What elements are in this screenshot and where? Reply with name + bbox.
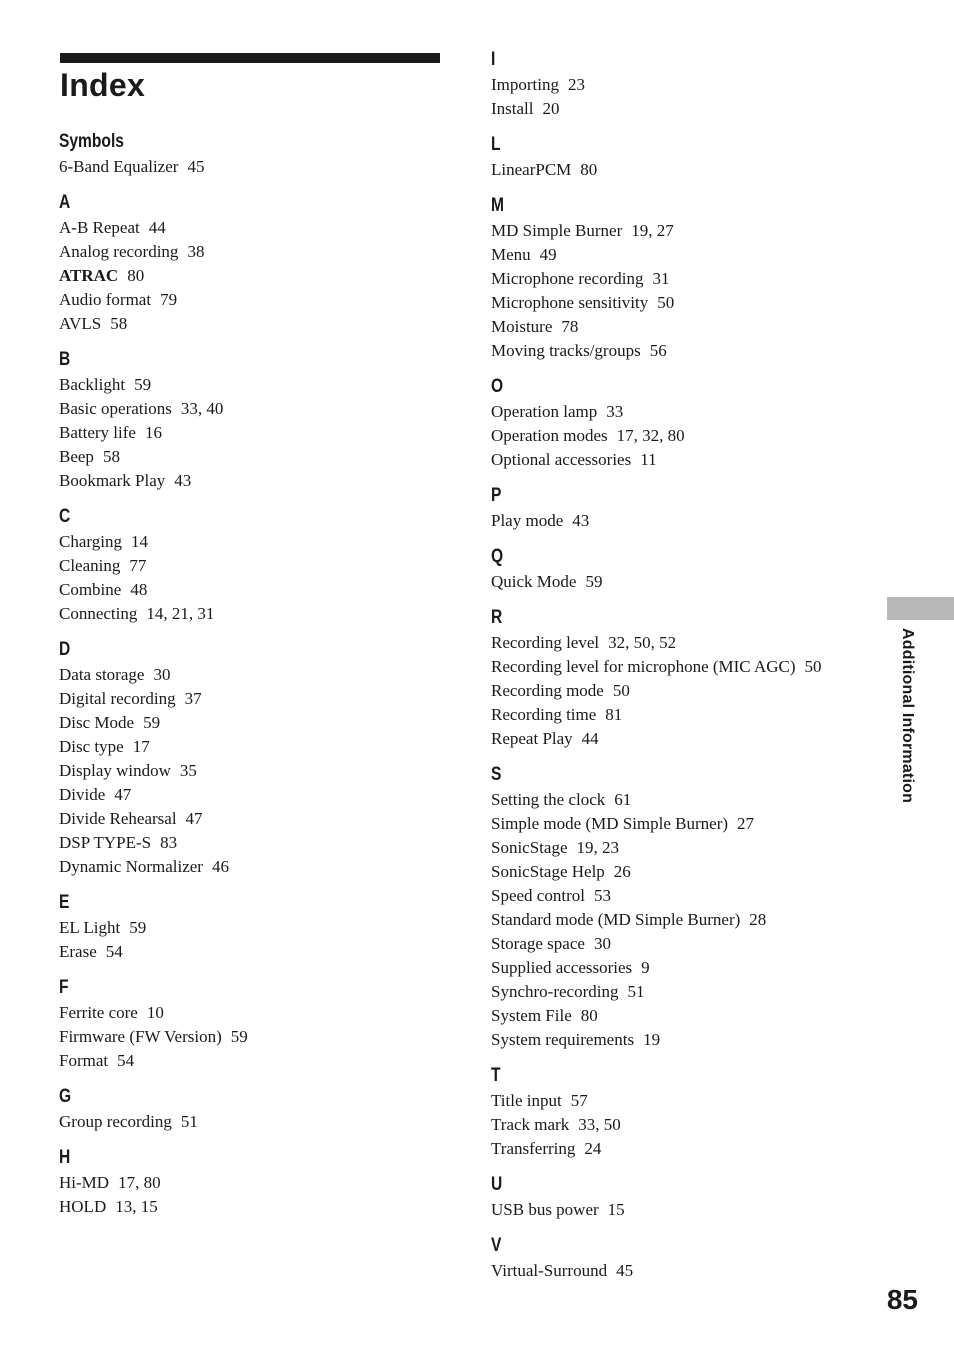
entry-pages: 11 (640, 450, 657, 469)
entry-term: USB bus power (491, 1200, 599, 1219)
index-section (491, 1172, 861, 1222)
index-entry (59, 687, 439, 711)
index-entry (59, 735, 439, 759)
entry-term: Recording mode (491, 681, 604, 700)
index-section (491, 1233, 861, 1283)
section-gap (59, 1073, 439, 1084)
section-gap (491, 533, 861, 544)
entry-term: Simple mode (MD Simple Burner) (491, 814, 729, 833)
section-gap (491, 363, 861, 374)
entry-pages: 17, 32, 80 (616, 426, 685, 445)
index-entry (491, 956, 861, 980)
entry-term: Cleaning (59, 556, 121, 575)
section-letter: F (59, 977, 69, 998)
entry-term: ATRAC (59, 266, 119, 285)
index-entry (491, 860, 861, 884)
index-entry (59, 940, 439, 964)
index-entry (59, 312, 439, 336)
entry-term: Charging (59, 532, 122, 551)
section-gap (59, 336, 439, 347)
section-letter: O (491, 376, 504, 397)
entry-term: Storage space (491, 934, 585, 953)
index-section (491, 483, 861, 533)
section-letter: I (491, 49, 496, 70)
index-section (59, 129, 439, 179)
index-entry (59, 155, 439, 179)
entry-term: Recording time (491, 705, 597, 724)
entry-pages: 51 (627, 982, 645, 1001)
entry-term: Menu (491, 245, 531, 264)
entry-pages: 61 (614, 790, 632, 809)
index-column-left (59, 129, 439, 1219)
entry-term: Install (491, 99, 534, 118)
entry-term: Group recording (59, 1112, 172, 1131)
section-letter: Symbols (59, 131, 124, 152)
index-entry (59, 240, 439, 264)
title-rule (60, 53, 440, 63)
index-section (59, 504, 439, 626)
section-letter: E (59, 892, 70, 913)
section-letter: Q (491, 546, 504, 567)
section-letter: D (59, 639, 71, 660)
entry-term: Moisture (491, 317, 553, 336)
section-letter: B (59, 349, 71, 370)
index-entry (491, 97, 861, 121)
index-entry (59, 711, 439, 735)
entry-pages: 51 (180, 1112, 198, 1131)
entry-term: Ferrite core (59, 1003, 138, 1022)
index-section (491, 1063, 861, 1161)
entry-pages: 30 (593, 934, 611, 953)
entry-pages: 28 (749, 910, 767, 929)
entry-pages: 59 (585, 572, 603, 591)
entry-pages: 30 (153, 665, 171, 684)
index-entry (59, 807, 439, 831)
entry-pages: 26 (613, 862, 631, 881)
index-section (491, 762, 861, 1052)
entry-pages: 35 (179, 761, 197, 780)
entry-term: SonicStage Help (491, 862, 605, 881)
entry-pages: 59 (129, 918, 147, 937)
entry-pages: 19, 23 (576, 838, 619, 857)
side-tab-label: Additional Information (899, 628, 916, 804)
entry-pages: 13, 15 (115, 1197, 158, 1216)
entry-term: Title input (491, 1091, 562, 1110)
index-entry (491, 1004, 861, 1028)
index-entry (59, 916, 439, 940)
section-gap (491, 751, 861, 762)
index-entry (59, 445, 439, 469)
entry-pages: 16 (144, 423, 162, 442)
section-letter: L (491, 134, 501, 155)
index-entry (491, 908, 861, 932)
section-gap (491, 121, 861, 132)
entry-pages: 43 (174, 471, 192, 490)
index-entry (59, 1025, 439, 1049)
section-letter: C (59, 506, 71, 527)
section-gap (491, 472, 861, 483)
entry-term: Speed control (491, 886, 585, 905)
entry-term: MD Simple Burner (491, 221, 623, 240)
entry-pages: 81 (605, 705, 623, 724)
entry-pages: 59 (143, 713, 161, 732)
index-entry (491, 812, 861, 836)
entry-term: Format (59, 1051, 109, 1070)
entry-pages: 17 (132, 737, 150, 756)
entry-term: Connecting (59, 604, 138, 623)
section-gap (59, 493, 439, 504)
index-entry (491, 243, 861, 267)
entry-term: Data storage (59, 665, 145, 684)
entry-term: Microphone sensitivity (491, 293, 649, 312)
index-section (59, 890, 439, 964)
entry-term: Supplied accessories (491, 958, 633, 977)
index-section (59, 637, 439, 879)
index-entry (491, 1028, 861, 1052)
entry-term: Battery life (59, 423, 136, 442)
entry-pages: 78 (561, 317, 579, 336)
index-entry (491, 679, 861, 703)
entry-pages: 19 (643, 1030, 661, 1049)
index-entry (59, 1195, 439, 1219)
entry-term: EL Light (59, 918, 121, 937)
entry-pages: 54 (117, 1051, 135, 1070)
entry-term: DSP TYPE-S (59, 833, 152, 852)
index-section (491, 193, 861, 363)
entry-pages: 33, 40 (180, 399, 224, 418)
index-entry (59, 1001, 439, 1025)
section-gap (491, 182, 861, 193)
section-letter: P (491, 485, 502, 506)
entry-pages: 24 (584, 1139, 602, 1158)
index-entry (59, 216, 439, 240)
index-section (491, 132, 861, 182)
index-entry (59, 469, 439, 493)
entry-pages: 49 (539, 245, 557, 264)
entry-term: AVLS (59, 314, 102, 333)
entry-term: 6-Band Equalizer (59, 157, 179, 176)
section-gap (491, 1052, 861, 1063)
index-entry (59, 1049, 439, 1073)
entry-term: Divide (59, 785, 106, 804)
entry-pages: 54 (105, 942, 123, 961)
entry-pages: 53 (593, 886, 611, 905)
entry-term: Quick Mode (491, 572, 577, 591)
entry-pages: 46 (211, 857, 229, 876)
section-letter: A (59, 192, 71, 213)
entry-term: SonicStage (491, 838, 568, 857)
entry-pages: 17, 80 (118, 1173, 161, 1192)
index-entry (491, 1137, 861, 1161)
entry-term: LinearPCM (491, 160, 572, 179)
entry-pages: 79 (160, 290, 178, 309)
index-entry (491, 509, 861, 533)
entry-pages: 33, 50 (578, 1115, 621, 1134)
entry-pages: 38 (187, 242, 205, 261)
index-entry (491, 836, 861, 860)
entry-pages: 57 (570, 1091, 588, 1110)
index-entry (491, 400, 861, 424)
entry-pages: 32, 50, 52 (608, 633, 677, 652)
index-entry (491, 788, 861, 812)
entry-term: Audio format (59, 290, 152, 309)
page-number: 85 (886, 1284, 918, 1315)
index-entry (59, 288, 439, 312)
entry-pages: 47 (114, 785, 132, 804)
entry-term: Synchro-recording (491, 982, 619, 1001)
entry-pages: 14 (130, 532, 148, 551)
entry-pages: 23 (568, 75, 585, 94)
index-entry (59, 783, 439, 807)
entry-term: Backlight (59, 375, 126, 394)
entry-pages: 47 (185, 809, 203, 828)
entry-pages: 44 (148, 218, 166, 237)
section-gap (491, 594, 861, 605)
entry-term: Repeat Play (491, 729, 573, 748)
index-entry (491, 980, 861, 1004)
entry-term: Hi-MD (59, 1173, 110, 1192)
entry-pages: 48 (130, 580, 148, 599)
entry-term: Firmware (FW Version) (59, 1027, 222, 1046)
index-entry (59, 831, 439, 855)
index-entry (59, 530, 439, 554)
index-entry (59, 373, 439, 397)
section-letter: H (59, 1147, 71, 1168)
entry-term: System requirements (491, 1030, 635, 1049)
index-section (59, 975, 439, 1073)
index-entry (59, 578, 439, 602)
index-entry (491, 932, 861, 956)
entry-term: Analog recording (59, 242, 179, 261)
entry-term: Moving tracks/groups (491, 341, 641, 360)
index-entry (59, 397, 439, 421)
section-gap (59, 964, 439, 975)
section-gap (491, 1222, 861, 1233)
index-entry (491, 727, 861, 751)
entry-term: Virtual-Surround (491, 1261, 608, 1280)
entry-pages: 43 (572, 511, 590, 530)
page-title: Index (60, 67, 146, 103)
index-entry (59, 759, 439, 783)
entry-term: Operation modes (491, 426, 608, 445)
entry-term: Optional accessories (491, 450, 632, 469)
section-gap (59, 626, 439, 637)
entry-pages: 58 (110, 314, 128, 333)
index-entry (491, 1259, 861, 1283)
index-entry (491, 1113, 861, 1137)
entry-term: Track mark (491, 1115, 570, 1134)
index-entry (59, 602, 439, 626)
entry-pages: 19, 27 (631, 221, 674, 240)
entry-term: Beep (59, 447, 94, 466)
index-entry (491, 703, 861, 727)
entry-pages: 45 (187, 157, 205, 176)
section-gap (491, 1161, 861, 1172)
index-entry (59, 663, 439, 687)
index-entry (491, 884, 861, 908)
index-entry (59, 264, 439, 288)
entry-term: Digital recording (59, 689, 176, 708)
index-entry (59, 855, 439, 879)
entry-pages: 37 (184, 689, 202, 708)
section-gap (59, 879, 439, 890)
index-entry (491, 267, 861, 291)
index-section (491, 605, 861, 751)
section-letter: V (491, 1235, 502, 1256)
entry-pages: 27 (737, 814, 755, 833)
index-entry (491, 73, 861, 97)
section-letter: S (491, 764, 502, 785)
entry-pages: 80 (580, 160, 598, 179)
entry-term: Dynamic Normalizer (59, 857, 203, 876)
entry-pages: 45 (616, 1261, 634, 1280)
entry-pages: 20 (542, 99, 560, 118)
entry-pages: 44 (581, 729, 599, 748)
entry-pages: 77 (129, 556, 147, 575)
index-entry (491, 1198, 861, 1222)
index-section (59, 1145, 439, 1219)
entry-pages: 58 (102, 447, 120, 466)
index-entry (491, 315, 861, 339)
index-entry (491, 339, 861, 363)
entry-term: System File (491, 1006, 572, 1025)
entry-term: Setting the clock (491, 790, 606, 809)
entry-term: Basic operations (59, 399, 172, 418)
entry-pages: 50 (612, 681, 630, 700)
index-entry (59, 554, 439, 578)
index-entry (491, 158, 861, 182)
section-letter: T (491, 1065, 501, 1086)
index-entry (491, 655, 861, 679)
index-entry (59, 1171, 439, 1195)
entry-pages: 33 (606, 402, 624, 421)
index-entry (59, 1110, 439, 1134)
index-section (59, 1084, 439, 1134)
entry-term: Combine (59, 580, 122, 599)
entry-pages: 80 (580, 1006, 598, 1025)
entry-pages: 59 (230, 1027, 248, 1046)
index-column-right (491, 47, 861, 1283)
section-letter: M (491, 195, 504, 216)
index-section (491, 374, 861, 472)
section-gap (59, 1134, 439, 1145)
index-entry (491, 448, 861, 472)
entry-term: Operation lamp (491, 402, 598, 421)
entry-pages: 9 (641, 958, 650, 977)
index-section (491, 47, 861, 121)
entry-term: Disc Mode (59, 713, 135, 732)
entry-pages: 31 (652, 269, 670, 288)
index-section (59, 347, 439, 493)
entry-pages: 59 (134, 375, 152, 394)
index-entry (59, 421, 439, 445)
entry-pages: 50 (804, 657, 822, 676)
index-entry (491, 631, 861, 655)
section-tab (887, 597, 954, 620)
entry-pages: 50 (657, 293, 675, 312)
section-gap (59, 179, 439, 190)
entry-pages: 10 (146, 1003, 164, 1022)
entry-term: Recording level (491, 633, 600, 652)
section-letter: G (59, 1086, 72, 1107)
section-letter: R (491, 607, 503, 628)
entry-pages: 56 (649, 341, 667, 360)
index-section (491, 544, 861, 594)
entry-pages: 83 (160, 833, 178, 852)
entry-pages: 15 (607, 1200, 625, 1219)
entry-term: Divide Rehearsal (59, 809, 177, 828)
index-entry (491, 219, 861, 243)
entry-pages: 14, 21, 31 (146, 604, 215, 623)
index-section (59, 190, 439, 336)
section-letter: U (491, 1174, 503, 1195)
index-entry (491, 424, 861, 448)
entry-term: Microphone recording (491, 269, 644, 288)
index-entry (491, 291, 861, 315)
entry-term: A-B Repeat (59, 218, 140, 237)
entry-term: Standard mode (MD Simple Burner) (491, 910, 741, 929)
entry-pages: 80 (127, 266, 145, 285)
entry-term: Importing (491, 75, 559, 94)
index-entry (491, 1089, 861, 1113)
entry-term: Bookmark Play (59, 471, 166, 490)
entry-term: Erase (59, 942, 97, 961)
entry-term: Display window (59, 761, 171, 780)
entry-term: Disc type (59, 737, 124, 756)
entry-term: Recording level for microphone (MIC AGC) (491, 657, 796, 676)
entry-term: Play mode (491, 511, 564, 530)
index-entry (491, 570, 861, 594)
entry-term: Transferring (491, 1139, 576, 1158)
entry-term: HOLD (59, 1197, 107, 1216)
